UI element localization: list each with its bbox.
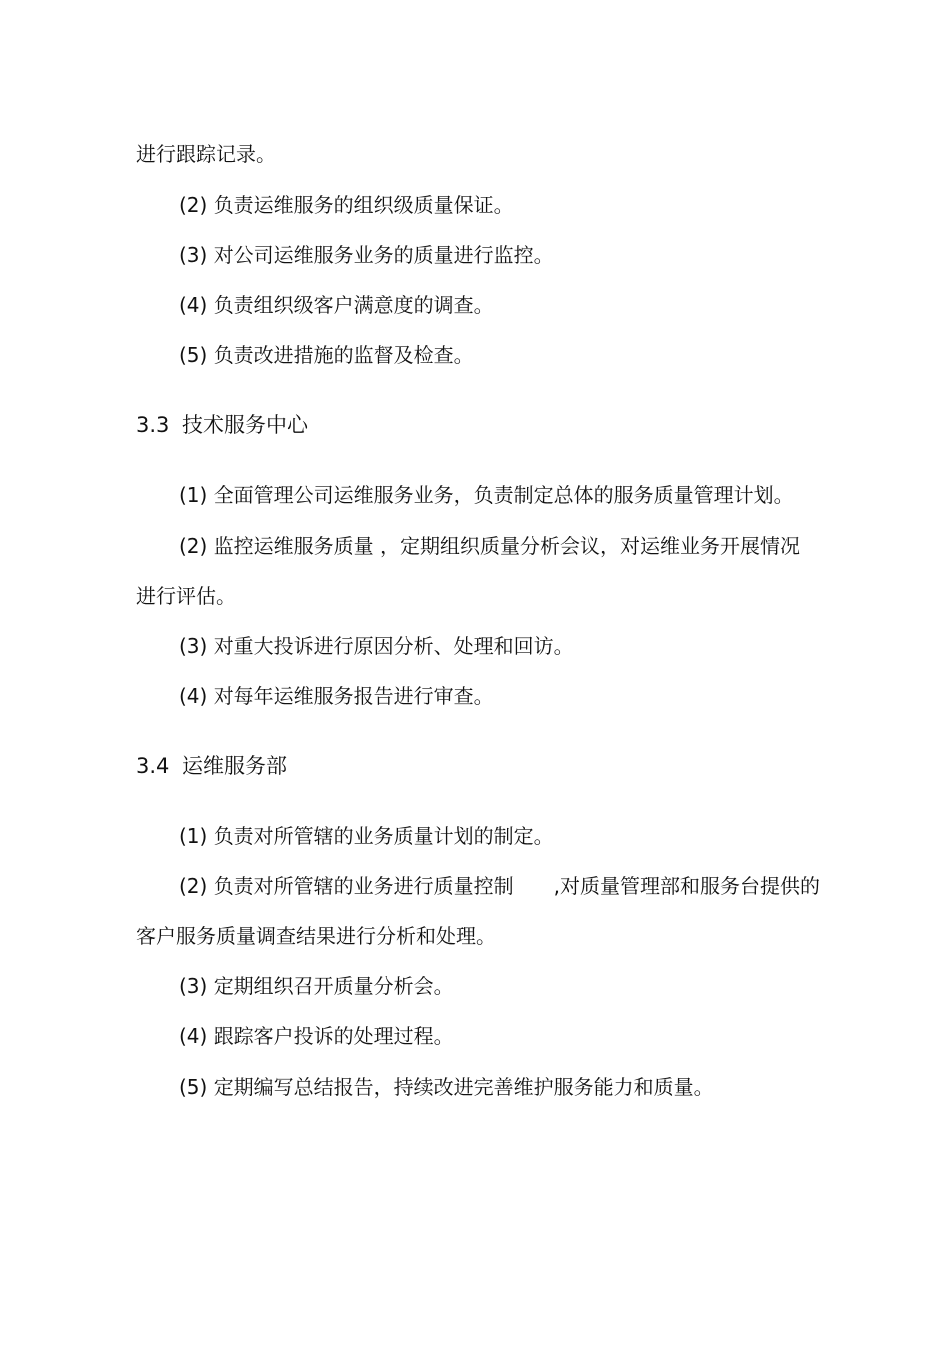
paragraph-continuation: 进行评估。 [136, 584, 236, 608]
list-item: (4) 跟踪客户投诉的处理过程。 [179, 1024, 454, 1048]
list-item: (1) 负责对所管辖的业务质量计划的制定。 [179, 824, 554, 848]
list-item: (4) 对每年运维服务报告进行审查。 [179, 684, 494, 708]
paragraph-continuation: 进行跟踪记录。 [136, 142, 276, 166]
list-item: (3) 对重大投诉进行原因分析、处理和回访。 [179, 634, 574, 658]
list-item: (2) 负责对所管辖的业务进行质量控制 ,对质量管理部和服务台提供的 [179, 874, 821, 898]
paragraph-continuation: 客户服务质量调查结果进行分析和处理。 [136, 924, 496, 948]
list-item: (3) 定期组织召开质量分析会。 [179, 974, 454, 998]
list-item: (5) 定期编写总结报告，持续改进完善维护服务能力和质量。 [179, 1075, 714, 1099]
list-item: (5) 负责改进措施的监督及检查。 [179, 343, 474, 367]
section-title: 技术服务中心 [182, 413, 308, 437]
list-item: (1) 全面管理公司运维服务业务，负责制定总体的服务质量管理计划。 [179, 483, 794, 507]
list-item: (3) 对公司运维服务业务的质量进行监控。 [179, 243, 554, 267]
section-title: 运维服务部 [182, 754, 287, 778]
list-item: (2) 负责运维服务的组织级质量保证。 [179, 193, 514, 217]
section-heading [136, 411, 308, 439]
list-item: (4) 负责组织级客户满意度的调查。 [179, 293, 494, 317]
section-number: 3.4 [136, 754, 170, 778]
list-item: (2) 监控运维服务质量 ，定期组织质量分析会议，对运维业务开展情况 [179, 534, 801, 558]
section-number: 3.3 [136, 413, 170, 437]
section-heading [136, 752, 287, 780]
